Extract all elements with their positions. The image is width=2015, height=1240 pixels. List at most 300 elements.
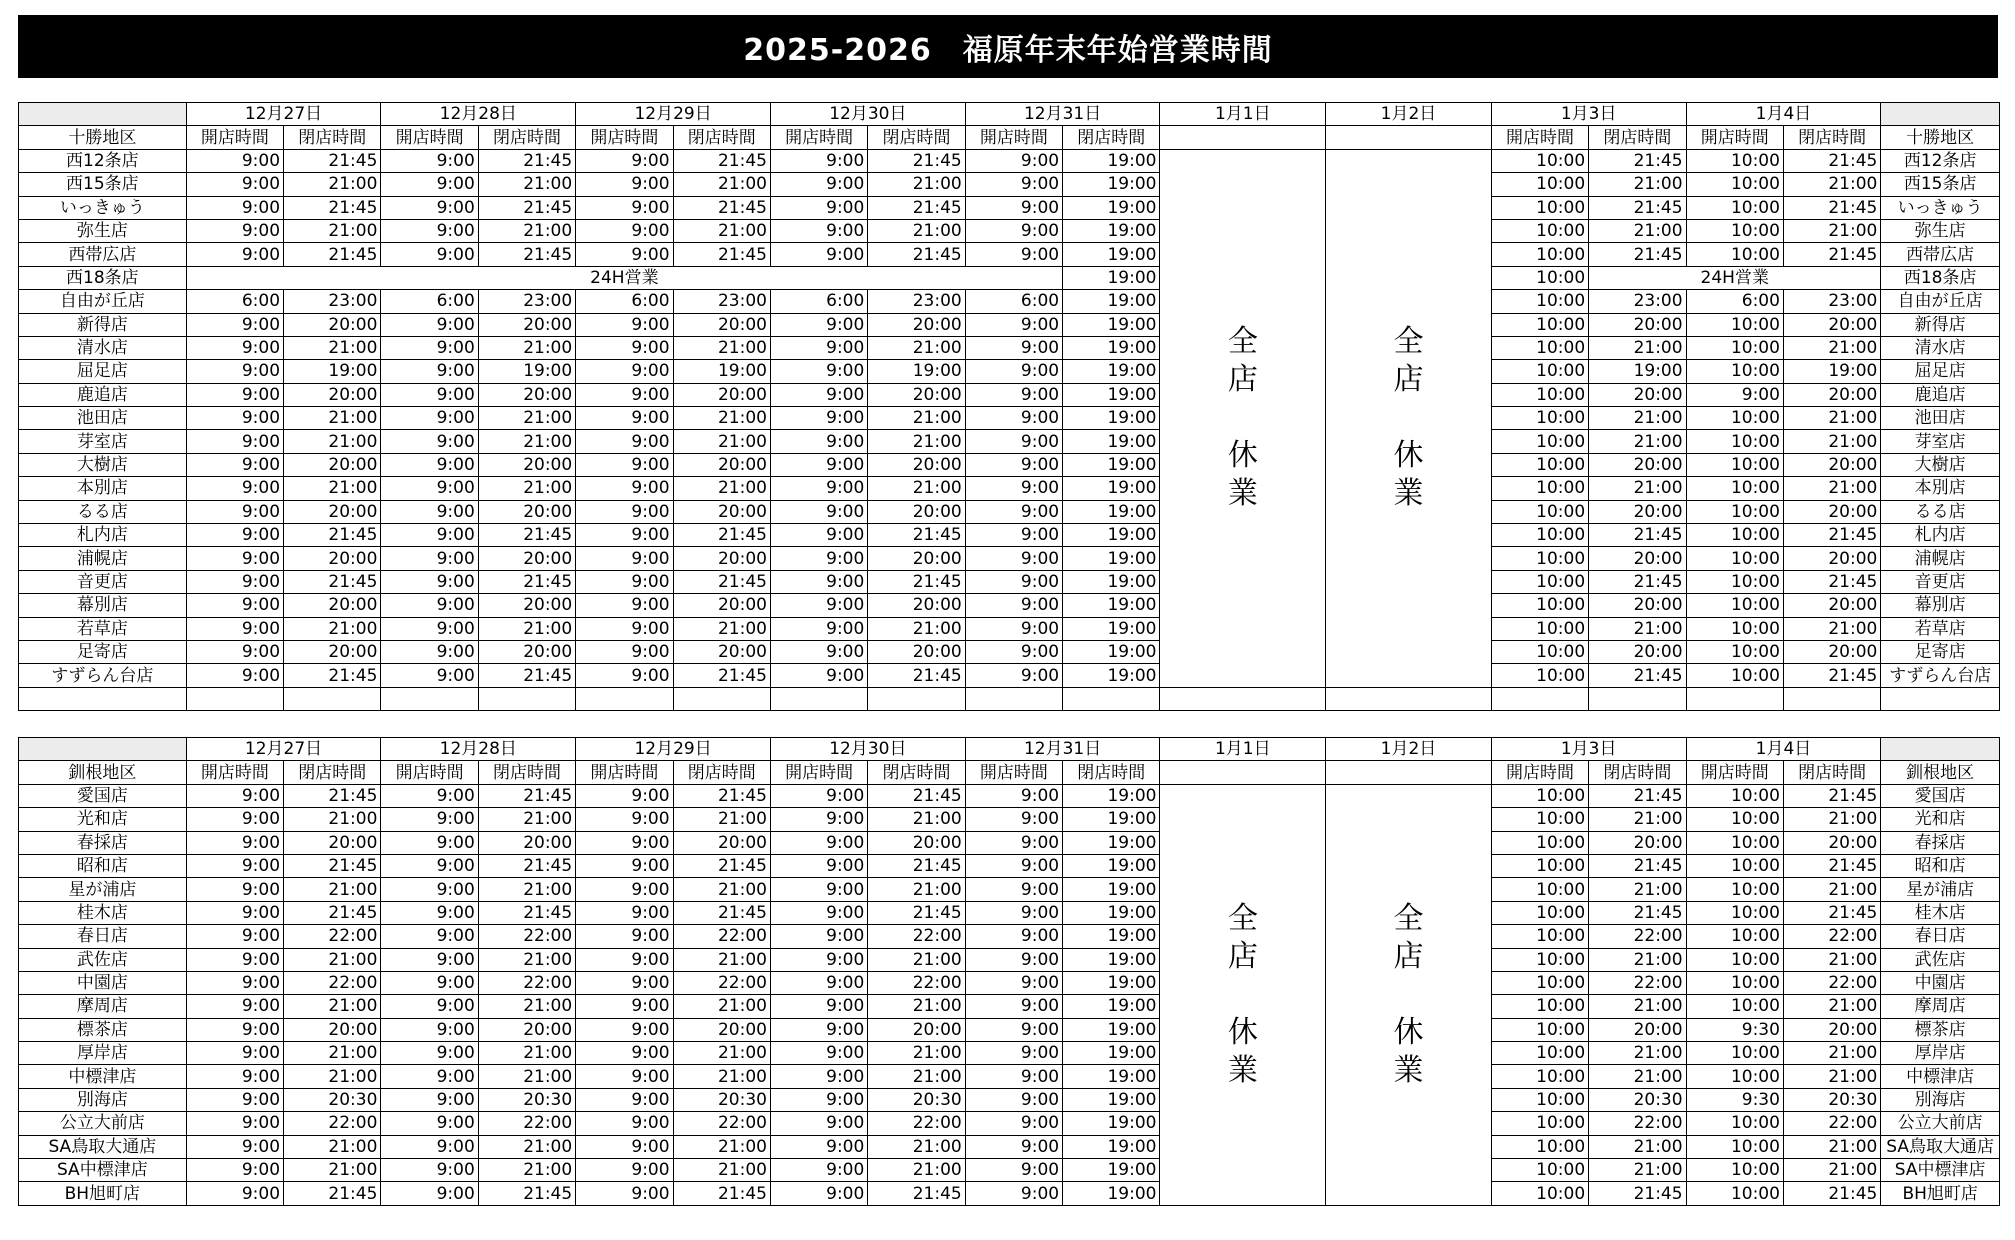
open-time: 9:00	[770, 1135, 867, 1158]
close-time: 20:00	[868, 383, 965, 406]
close-time: 20:00	[868, 594, 965, 617]
open-time: 10:00	[1491, 570, 1588, 593]
open-time: 10:00	[1686, 640, 1783, 663]
store-name: 西18条店	[19, 266, 187, 289]
open-time: 9:00	[576, 313, 673, 336]
store-row	[19, 1135, 2000, 1158]
hours-24h: 24H営業	[186, 266, 1062, 289]
open-time: 9:00	[770, 173, 867, 196]
close-time-header: 閉店時間	[284, 761, 381, 784]
close-time: 20:00	[1783, 313, 1880, 336]
open-time: 10:00	[1686, 808, 1783, 831]
store-name: 別海店	[1881, 1088, 2000, 1111]
close-time: 21:00	[1783, 1159, 1880, 1182]
close-time: 21:00	[284, 617, 381, 640]
open-time: 9:00	[381, 1018, 478, 1041]
close-time: 21:00	[673, 336, 770, 359]
close-time: 21:45	[673, 196, 770, 219]
blank-cell	[1686, 687, 1783, 710]
close-time: 21:45	[478, 664, 575, 687]
date-header: 1月1日	[1160, 738, 1326, 761]
close-time: 21:00	[868, 878, 965, 901]
close-time: 21:00	[478, 336, 575, 359]
close-time: 21:00	[1589, 430, 1686, 453]
store-name: 自由が丘店	[1881, 290, 2000, 313]
store-row	[19, 971, 2000, 994]
close-time: 19:00	[1063, 383, 1160, 406]
open-time: 9:00	[186, 430, 283, 453]
open-time: 9:00	[770, 336, 867, 359]
store-name: 若草店	[1881, 617, 2000, 640]
open-time: 10:00	[1491, 313, 1588, 336]
close-time: 21:00	[284, 1159, 381, 1182]
close-time: 21:45	[673, 784, 770, 807]
region-label: 釧根地区	[19, 761, 187, 784]
open-time: 9:00	[770, 808, 867, 831]
open-time: 9:00	[186, 901, 283, 924]
store-name: 屈足店	[1881, 360, 2000, 383]
open-time: 9:00	[1686, 383, 1783, 406]
store-name: 春日店	[1881, 925, 2000, 948]
open-time: 9:00	[186, 1018, 283, 1041]
open-time: 9:00	[770, 547, 867, 570]
open-time: 9:00	[186, 971, 283, 994]
close-time: 19:00	[1063, 1042, 1160, 1065]
close-time: 20:00	[1589, 831, 1686, 854]
close-time: 21:00	[1783, 948, 1880, 971]
close-time: 21:00	[673, 1042, 770, 1065]
store-row	[19, 570, 2000, 593]
store-name: すずらん台店	[19, 664, 187, 687]
close-time: 21:00	[478, 1159, 575, 1182]
close-time: 21:00	[673, 1159, 770, 1182]
store-name: 愛国店	[1881, 784, 2000, 807]
close-time: 20:00	[673, 594, 770, 617]
open-time: 9:00	[381, 1135, 478, 1158]
open-time: 9:00	[576, 383, 673, 406]
open-time: 9:00	[381, 1065, 478, 1088]
close-time: 21:00	[1783, 1042, 1880, 1065]
close-time: 21:00	[673, 477, 770, 500]
open-time: 10:00	[1491, 360, 1588, 383]
open-time: 9:00	[186, 547, 283, 570]
tokachi-schedule-table	[18, 102, 2000, 711]
store-name: 清水店	[19, 336, 187, 359]
close-time: 21:00	[1589, 219, 1686, 242]
close-time: 21:45	[1589, 784, 1686, 807]
close-time: 21:45	[478, 524, 575, 547]
date-header: 12月27日	[186, 738, 381, 761]
close-time: 21:00	[284, 219, 381, 242]
close-time: 20:00	[868, 1018, 965, 1041]
open-time: 10:00	[1686, 360, 1783, 383]
date-header: 12月29日	[576, 738, 771, 761]
open-time: 9:00	[770, 640, 867, 663]
store-name: 中標津店	[19, 1065, 187, 1088]
close-time: 19:00	[1063, 196, 1160, 219]
store-row	[19, 524, 2000, 547]
open-time: 9:00	[965, 664, 1062, 687]
store-name: 摩周店	[19, 995, 187, 1018]
close-time: 20:00	[478, 831, 575, 854]
store-name: 光和店	[19, 808, 187, 831]
close-time: 22:00	[1589, 971, 1686, 994]
blank-cell	[1783, 687, 1880, 710]
close-time: 19:00	[1063, 290, 1160, 313]
close-time-header: 閉店時間	[1063, 126, 1160, 149]
open-time: 9:00	[965, 336, 1062, 359]
close-time: 21:45	[1589, 524, 1686, 547]
open-time: 6:00	[770, 290, 867, 313]
store-name: 武佐店	[1881, 948, 2000, 971]
open-time: 9:00	[381, 360, 478, 383]
open-time: 10:00	[1686, 925, 1783, 948]
close-time: 20:00	[284, 1018, 381, 1041]
close-time: 20:00	[673, 640, 770, 663]
store-name: 昭和店	[19, 854, 187, 877]
open-time: 9:00	[576, 360, 673, 383]
store-name: 鹿追店	[1881, 383, 2000, 406]
open-time-header: 開店時間	[1686, 761, 1783, 784]
open-time: 9:00	[576, 784, 673, 807]
store-name: 池田店	[1881, 407, 2000, 430]
date-header: 1月2日	[1326, 738, 1492, 761]
open-time: 10:00	[1686, 901, 1783, 924]
store-row	[19, 196, 2000, 219]
open-time-header: 開店時間	[381, 126, 478, 149]
close-time: 19:00	[1063, 313, 1160, 336]
close-time: 19:00	[1063, 664, 1160, 687]
date-header: 12月31日	[965, 738, 1160, 761]
close-time: 19:00	[1063, 336, 1160, 359]
open-time: 9:00	[381, 854, 478, 877]
open-time: 9:00	[186, 360, 283, 383]
store-name: 摩周店	[1881, 995, 2000, 1018]
all-stores-closed: 全 店 休 業	[1160, 149, 1326, 687]
close-time: 22:00	[673, 971, 770, 994]
close-time: 21:45	[673, 1182, 770, 1205]
store-name: 厚岸店	[19, 1042, 187, 1065]
store-name: 昭和店	[1881, 854, 2000, 877]
close-time: 21:00	[1589, 1065, 1686, 1088]
open-time: 9:00	[576, 243, 673, 266]
store-name: 公立大前店	[19, 1112, 187, 1135]
close-time: 23:00	[868, 290, 965, 313]
close-time: 21:45	[1589, 854, 1686, 877]
blank-cell	[19, 687, 187, 710]
open-time: 10:00	[1491, 948, 1588, 971]
close-time: 19:00	[284, 360, 381, 383]
store-row	[19, 430, 2000, 453]
close-time: 19:00	[1063, 173, 1160, 196]
open-time: 9:00	[965, 196, 1062, 219]
open-time: 9:00	[965, 1088, 1062, 1111]
close-time: 21:00	[868, 173, 965, 196]
close-time-header: 閉店時間	[1783, 761, 1880, 784]
store-name: 春採店	[1881, 831, 2000, 854]
close-time: 21:45	[1783, 196, 1880, 219]
store-row	[19, 784, 2000, 807]
store-name: 西15条店	[1881, 173, 2000, 196]
close-time: 22:00	[478, 1112, 575, 1135]
open-time: 10:00	[1686, 570, 1783, 593]
open-time: 9:00	[965, 640, 1062, 663]
store-row	[19, 266, 2000, 289]
date-header: 1月3日	[1491, 103, 1686, 126]
close-time: 21:00	[284, 407, 381, 430]
open-time: 9:00	[576, 901, 673, 924]
close-time: 19:00	[1063, 808, 1160, 831]
open-time: 10:00	[1491, 1135, 1588, 1158]
store-name: BH旭町店	[1881, 1182, 2000, 1205]
store-name: BH旭町店	[19, 1182, 187, 1205]
close-time: 20:00	[478, 1018, 575, 1041]
close-time: 20:00	[1589, 1018, 1686, 1041]
close-time: 19:00	[1063, 617, 1160, 640]
store-name: 新得店	[1881, 313, 2000, 336]
blank-header	[1326, 126, 1492, 149]
close-time: 19:00	[1063, 901, 1160, 924]
close-time: 22:00	[1589, 1112, 1686, 1135]
close-time: 21:00	[868, 995, 965, 1018]
open-time: 10:00	[1491, 500, 1588, 523]
store-name: 弥生店	[1881, 219, 2000, 242]
close-time: 21:00	[1783, 808, 1880, 831]
date-header: 12月29日	[576, 103, 771, 126]
close-time: 20:00	[673, 547, 770, 570]
date-header: 1月4日	[1686, 738, 1881, 761]
close-time: 21:00	[1783, 336, 1880, 359]
open-time: 9:00	[576, 453, 673, 476]
close-time: 22:00	[1783, 1112, 1880, 1135]
open-time: 9:00	[576, 640, 673, 663]
close-time: 21:00	[1783, 407, 1880, 430]
close-time: 21:45	[1589, 664, 1686, 687]
open-time: 9:00	[965, 524, 1062, 547]
blank-cell	[284, 687, 381, 710]
close-time: 21:00	[1589, 1159, 1686, 1182]
open-time: 10:00	[1686, 547, 1783, 570]
open-time: 10:00	[1491, 1112, 1588, 1135]
open-time: 9:00	[381, 500, 478, 523]
open-time: 9:00	[381, 784, 478, 807]
close-time: 21:45	[284, 901, 381, 924]
close-time: 21:00	[284, 173, 381, 196]
open-time: 9:00	[186, 808, 283, 831]
store-name: 標茶店	[1881, 1018, 2000, 1041]
close-time: 21:00	[868, 1135, 965, 1158]
close-time: 21:45	[478, 784, 575, 807]
open-time: 9:00	[770, 196, 867, 219]
open-time: 9:00	[965, 925, 1062, 948]
close-time: 21:00	[868, 336, 965, 359]
close-time: 21:45	[673, 664, 770, 687]
open-time: 9:00	[965, 594, 1062, 617]
open-time: 10:00	[1491, 266, 1588, 289]
open-time: 10:00	[1491, 547, 1588, 570]
blank-cell	[1326, 687, 1492, 710]
open-time: 9:00	[381, 1159, 478, 1182]
close-time: 21:00	[1589, 173, 1686, 196]
open-time: 9:00	[186, 784, 283, 807]
open-time: 9:00	[186, 1042, 283, 1065]
open-time: 9:00	[381, 243, 478, 266]
store-row	[19, 1112, 2000, 1135]
close-time: 19:00	[1063, 1065, 1160, 1088]
open-time: 9:00	[381, 617, 478, 640]
close-time: 21:45	[673, 901, 770, 924]
store-row	[19, 1182, 2000, 1205]
close-time: 21:00	[478, 219, 575, 242]
store-row	[19, 500, 2000, 523]
close-time: 21:00	[1589, 1135, 1686, 1158]
close-time: 21:00	[868, 219, 965, 242]
open-time: 9:00	[381, 1088, 478, 1111]
open-time: 9:00	[965, 1042, 1062, 1065]
close-time: 21:00	[673, 808, 770, 831]
open-time: 9:00	[381, 925, 478, 948]
open-time: 10:00	[1686, 430, 1783, 453]
close-time: 20:00	[673, 500, 770, 523]
open-time: 9:00	[770, 617, 867, 640]
close-time: 21:00	[868, 617, 965, 640]
open-time: 9:00	[965, 1065, 1062, 1088]
close-time: 19:00	[1063, 594, 1160, 617]
open-time-header: 開店時間	[186, 126, 283, 149]
close-time: 21:45	[284, 784, 381, 807]
close-time: 20:30	[868, 1088, 965, 1111]
close-time-header: 閉店時間	[673, 761, 770, 784]
open-time: 9:00	[381, 831, 478, 854]
open-time: 10:00	[1491, 901, 1588, 924]
close-time: 22:00	[868, 925, 965, 948]
open-time: 9:00	[186, 878, 283, 901]
date-header: 1月3日	[1491, 738, 1686, 761]
close-time: 20:00	[1783, 594, 1880, 617]
store-name: 幕別店	[1881, 594, 2000, 617]
open-time: 9:00	[576, 948, 673, 971]
open-time: 9:00	[381, 1112, 478, 1135]
open-time: 10:00	[1686, 995, 1783, 1018]
open-time: 9:00	[186, 664, 283, 687]
open-time: 10:00	[1491, 219, 1588, 242]
close-time: 19:00	[1063, 1159, 1160, 1182]
blank-header	[1326, 761, 1492, 784]
open-time: 9:00	[965, 360, 1062, 383]
close-time: 20:00	[478, 313, 575, 336]
close-time: 20:00	[868, 313, 965, 336]
open-time: 10:00	[1686, 173, 1783, 196]
close-time: 21:45	[868, 524, 965, 547]
close-time: 19:00	[1589, 360, 1686, 383]
close-time: 21:45	[478, 243, 575, 266]
store-name: 桂木店	[1881, 901, 2000, 924]
open-time-header: 開店時間	[1491, 761, 1588, 784]
open-time: 9:00	[965, 243, 1062, 266]
close-time: 20:00	[673, 831, 770, 854]
close-time: 21:45	[284, 854, 381, 877]
close-time: 22:00	[1589, 925, 1686, 948]
store-row	[19, 1159, 2000, 1182]
close-time: 23:00	[284, 290, 381, 313]
open-time: 9:00	[576, 196, 673, 219]
store-row	[19, 149, 2000, 172]
close-time-header: 閉店時間	[284, 126, 381, 149]
open-time: 10:00	[1491, 1182, 1588, 1205]
date-header: 12月28日	[381, 738, 576, 761]
close-time: 21:45	[478, 854, 575, 877]
close-time: 19:00	[1063, 1088, 1160, 1111]
open-time: 9:00	[186, 831, 283, 854]
close-time: 21:00	[1783, 617, 1880, 640]
date-header: 12月28日	[381, 103, 576, 126]
corner-cell	[19, 738, 187, 761]
open-time: 9:00	[186, 948, 283, 971]
close-time: 21:45	[284, 570, 381, 593]
close-time: 21:00	[673, 878, 770, 901]
close-time: 22:00	[673, 925, 770, 948]
close-time-header: 閉店時間	[868, 126, 965, 149]
open-time: 9:00	[965, 407, 1062, 430]
open-time: 10:00	[1686, 149, 1783, 172]
close-time: 21:45	[868, 243, 965, 266]
close-time: 21:45	[1783, 149, 1880, 172]
store-name: SA鳥取大通店	[1881, 1135, 2000, 1158]
open-time: 10:00	[1491, 336, 1588, 359]
blank-cell	[868, 687, 965, 710]
close-time: 19:00	[478, 360, 575, 383]
open-time: 9:00	[770, 784, 867, 807]
open-time: 9:00	[576, 430, 673, 453]
open-time: 9:00	[381, 664, 478, 687]
open-time: 9:00	[770, 219, 867, 242]
close-time: 21:00	[1589, 948, 1686, 971]
close-time: 21:45	[868, 570, 965, 593]
open-time: 9:00	[576, 1042, 673, 1065]
open-time-header: 開店時間	[965, 761, 1062, 784]
close-time-header: 閉店時間	[1063, 761, 1160, 784]
close-time: 19:00	[1063, 1112, 1160, 1135]
close-time: 21:45	[673, 243, 770, 266]
close-time: 21:45	[1589, 570, 1686, 593]
close-time: 20:00	[868, 500, 965, 523]
close-time: 21:45	[1589, 196, 1686, 219]
close-time: 22:00	[478, 925, 575, 948]
store-name: 若草店	[19, 617, 187, 640]
open-time: 10:00	[1491, 808, 1588, 831]
close-time: 20:00	[868, 640, 965, 663]
close-time: 21:00	[1783, 878, 1880, 901]
open-time: 9:00	[576, 1159, 673, 1182]
close-time: 21:45	[868, 664, 965, 687]
open-time: 9:00	[965, 149, 1062, 172]
close-time: 21:00	[284, 995, 381, 1018]
open-time: 9:00	[770, 243, 867, 266]
close-time: 20:00	[1589, 453, 1686, 476]
close-time: 21:00	[673, 430, 770, 453]
close-time: 21:00	[478, 430, 575, 453]
close-time: 20:00	[1589, 594, 1686, 617]
close-time: 21:45	[868, 901, 965, 924]
store-row	[19, 173, 2000, 196]
close-time-header: 閉店時間	[478, 761, 575, 784]
close-time: 20:00	[673, 1018, 770, 1041]
open-time: 9:00	[576, 1112, 673, 1135]
close-time: 22:00	[284, 971, 381, 994]
open-time: 9:00	[770, 1112, 867, 1135]
store-name: SA中標津店	[19, 1159, 187, 1182]
open-time-header: 開店時間	[576, 126, 673, 149]
